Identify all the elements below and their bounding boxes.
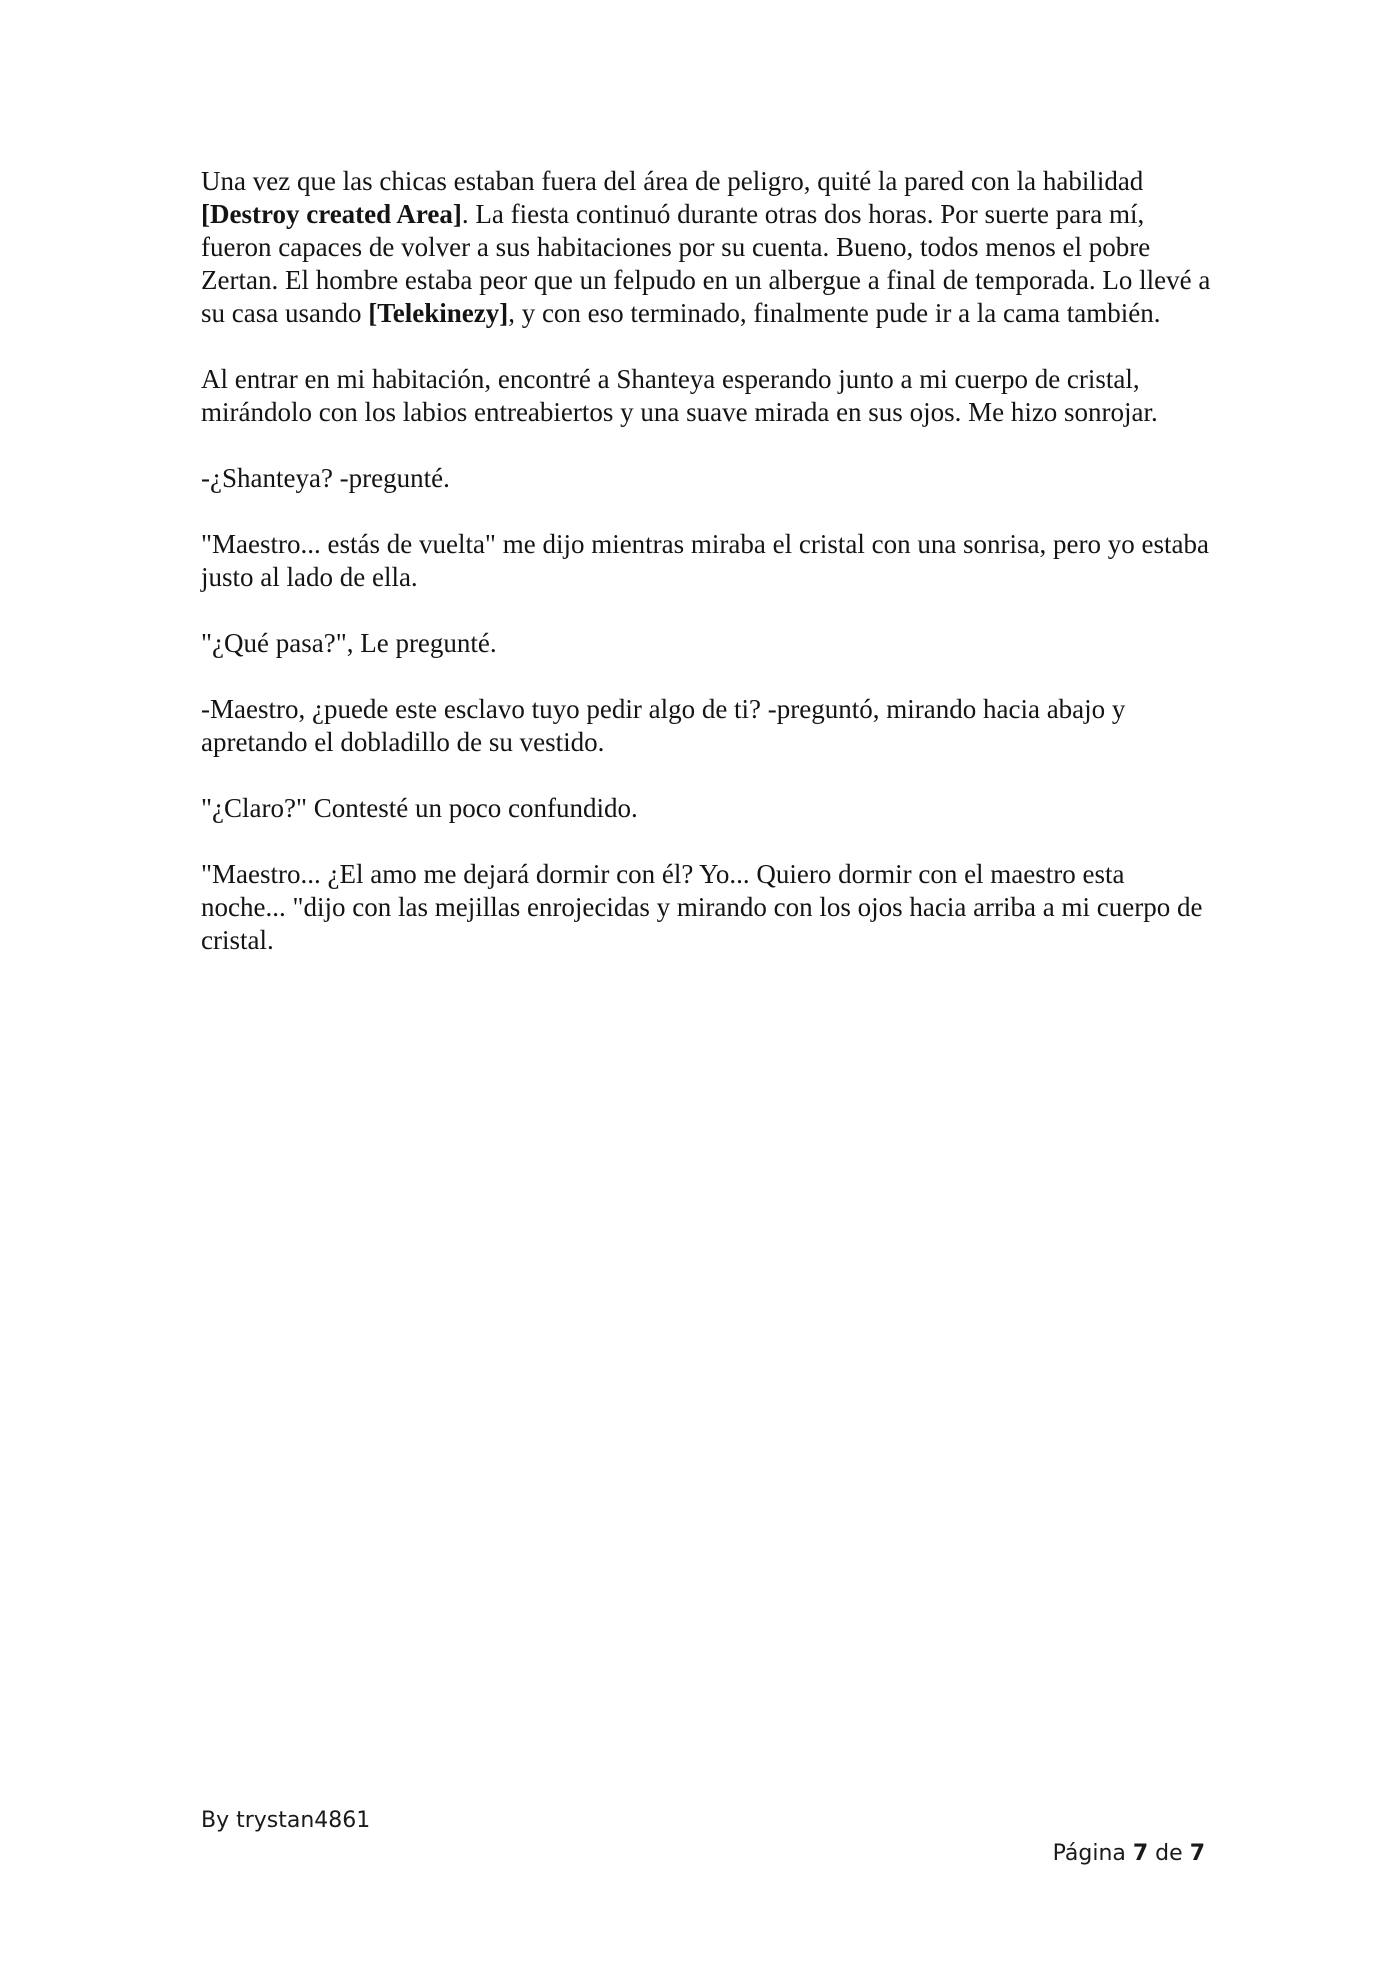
paragraph-2: Al entrar en mi habitación, encontré a Shanteya esperando junto a mi cuerpo de cristal, mirándolo con los labios entreabiertos y una suave mirada en sus ojos. Me hizo sonrojar. [201, 364, 1158, 427]
paragraph-1-part-a: Una vez que las chicas estaban fuera del área de peligro, quité la pared con la habilidad [201, 166, 1144, 196]
footer-author: By trystan4861 [201, 1808, 371, 1833]
skill-telekinezy: [Telekinezy] [368, 298, 509, 328]
paragraph-5: "¿Qué pasa?", Le pregunté. [201, 628, 497, 658]
paragraph-1 [201, 165, 1211, 330]
paragraph-4: "Maestro... estás de vuelta" me dijo mientras miraba el cristal con una sonrisa, pero yo estaba justo al lado de ella. [201, 529, 1209, 592]
paragraph-1-part-b: . La fiesta continuó durante otras dos horas. Por suerte para mí, fueron capaces de volver a sus habitaciones por su cuenta. Bueno, todos menos el pobre Zertan. El hombre estaba peor que un felpudo en un albergue a final de temporada. Lo llevé a su casa usando [201, 199, 1211, 328]
skill-destroy-created-area: [Destroy created Area] [201, 199, 462, 229]
paragraph-1-part-c: , y con eso terminado, finalmente pude ir a la cama también. [508, 298, 1161, 328]
page-number-total: 7 [1189, 1841, 1205, 1866]
page-number-current: 7 [1132, 1841, 1149, 1866]
paragraph-8: "Maestro... ¿El amo me dejará dormir con él? Yo... Quiero dormir con el maestro esta noche... "dijo con las mejillas enrojecidas y mirando con los ojos hacia arriba a mi cuerpo de cristal. [201, 859, 1203, 955]
paragraph-7: "¿Claro?" Contesté un poco confundido. [201, 793, 638, 823]
paragraph-6: -Maestro, ¿puede este esclavo tuyo pedir algo de ti? -preguntó, mirando hacia abajo y apretando el dobladillo de su vestido. [201, 694, 1126, 757]
page-number [1053, 1841, 1205, 1866]
page-number-middle: de [1148, 1841, 1190, 1866]
paragraph-3: -¿Shanteya? -pregunté. [201, 463, 450, 493]
body-text [201, 165, 1211, 990]
page-number-prefix: Página [1052, 1841, 1133, 1866]
